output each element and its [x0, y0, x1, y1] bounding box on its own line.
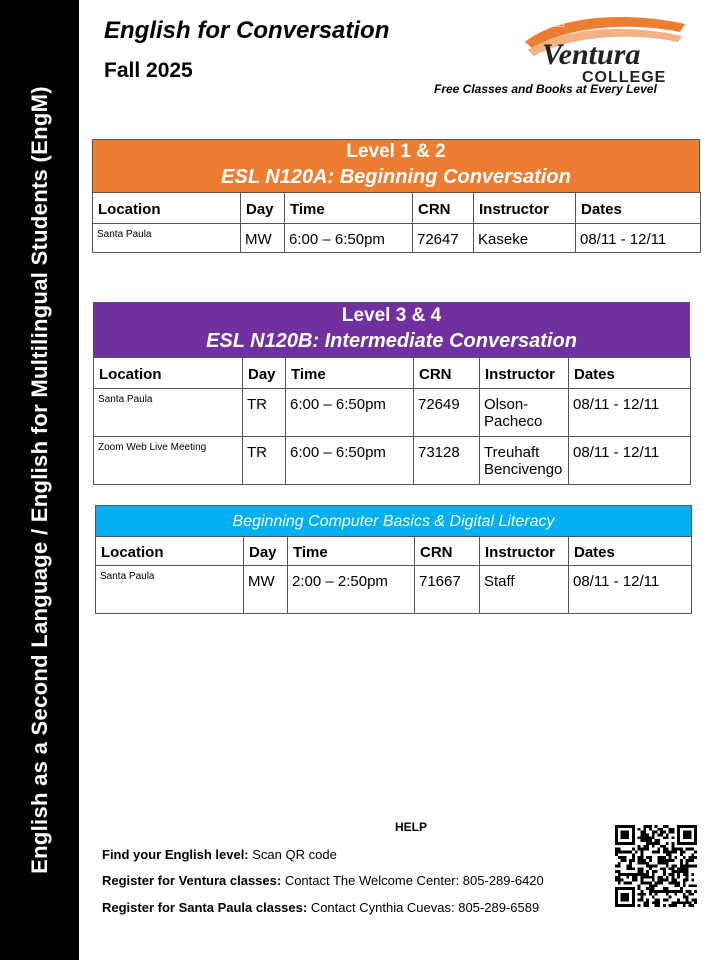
column-header: Time	[288, 537, 415, 566]
help-label: Register for Ventura classes:	[102, 873, 282, 888]
instructor-cell: Kaseke	[474, 224, 576, 253]
section-header	[93, 302, 690, 357]
crn-cell: 72649	[414, 389, 480, 437]
column-header: CRN	[414, 358, 480, 389]
dates-cell: 08/11 - 12/11	[569, 566, 692, 614]
column-header: Time	[286, 358, 414, 389]
column-header: Location	[96, 537, 244, 566]
time-cell: 6:00 – 6:50pm	[285, 224, 413, 253]
day-cell: MW	[244, 566, 288, 614]
location-cell: Zoom Web Live Meeting	[94, 437, 243, 485]
column-header: Day	[241, 193, 285, 224]
day-cell: MW	[241, 224, 285, 253]
course-title: ESL N120B: Intermediate Conversation	[206, 330, 577, 352]
instructor-cell: Treuhaft Bencivengo	[480, 437, 569, 485]
logo-est: EST 1925	[538, 23, 565, 29]
table-row	[93, 224, 701, 253]
page-title: English for Conversation	[104, 17, 390, 44]
table-row	[94, 389, 691, 437]
section-level-3-4	[93, 302, 690, 485]
location-cell: Santa Paula	[93, 224, 241, 253]
column-header: Dates	[569, 358, 691, 389]
term-label: Fall 2025	[104, 59, 193, 82]
crn-cell: 72647	[413, 224, 474, 253]
tagline: Free Classes and Books at Every Level	[434, 82, 657, 96]
time-cell: 6:00 – 6:50pm	[286, 437, 414, 485]
column-header: Day	[244, 537, 288, 566]
level-label: Level 3 & 4	[341, 305, 442, 326]
instructor-cell: Olson- Pacheco	[480, 389, 569, 437]
help-line-ventura	[102, 873, 544, 888]
section-computer-basics	[95, 505, 692, 614]
column-header: Dates	[576, 193, 701, 224]
help-text: Scan QR code	[248, 847, 337, 862]
help-label: Register for Santa Paula classes:	[102, 900, 308, 915]
time-cell: 2:00 – 2:50pm	[288, 566, 415, 614]
course-title: Beginning Computer Basics & Digital Literacy	[232, 513, 555, 530]
schedule-table	[93, 357, 691, 485]
ventura-college-logo	[520, 14, 690, 86]
instructor-cell: Staff	[480, 566, 569, 614]
column-header: Time	[285, 193, 413, 224]
day-cell: TR	[243, 437, 286, 485]
dates-cell: 08/11 - 12/11	[576, 224, 701, 253]
schedule-table	[92, 192, 701, 253]
level-label: Level 1 & 2	[346, 141, 446, 162]
time-cell: 6:00 – 6:50pm	[286, 389, 414, 437]
help-title: HELP	[395, 820, 428, 834]
help-text: Contact Cynthia Cuevas: 805-289-6589	[307, 900, 540, 915]
table-header-row	[96, 537, 692, 566]
sidebar-title: English as a Second Language / English for Multilingual Students (EngM)	[27, 86, 52, 874]
qr-code[interactable]	[615, 824, 697, 908]
section-level-1-2	[92, 139, 700, 253]
location-cell: Santa Paula	[96, 566, 244, 614]
course-title: ESL N120A: Beginning Conversation	[221, 166, 571, 188]
help-line-level	[102, 847, 337, 862]
column-header: CRN	[413, 193, 474, 224]
column-header: Location	[93, 193, 241, 224]
dates-cell: 08/11 - 12/11	[569, 437, 691, 485]
column-header: Instructor	[480, 358, 569, 389]
help-label: Find your English level:	[102, 847, 249, 862]
crn-cell: 73128	[414, 437, 480, 485]
column-header: Instructor	[474, 193, 576, 224]
logo-word: COLLEGE	[582, 69, 667, 86]
column-header: Dates	[569, 537, 692, 566]
table-row	[94, 437, 691, 485]
column-header: Instructor	[480, 537, 569, 566]
sidebar	[0, 0, 79, 960]
section-header	[95, 505, 692, 537]
location-cell: Santa Paula	[94, 389, 243, 437]
table-header-row	[94, 358, 691, 389]
schedule-table	[95, 536, 692, 614]
day-cell: TR	[243, 389, 286, 437]
table-header-row	[93, 193, 701, 224]
crn-cell: 71667	[415, 566, 480, 614]
column-header: CRN	[415, 537, 480, 566]
dates-cell: 08/11 - 12/11	[569, 389, 691, 437]
help-line-santa-paula	[102, 900, 539, 915]
section-header	[92, 139, 700, 192]
help-text: Contact The Welcome Center: 805-289-6420	[281, 873, 544, 888]
table-row	[96, 566, 692, 614]
column-header: Day	[243, 358, 286, 389]
logo-script: Ventura	[542, 38, 641, 71]
column-header: Location	[94, 358, 243, 389]
